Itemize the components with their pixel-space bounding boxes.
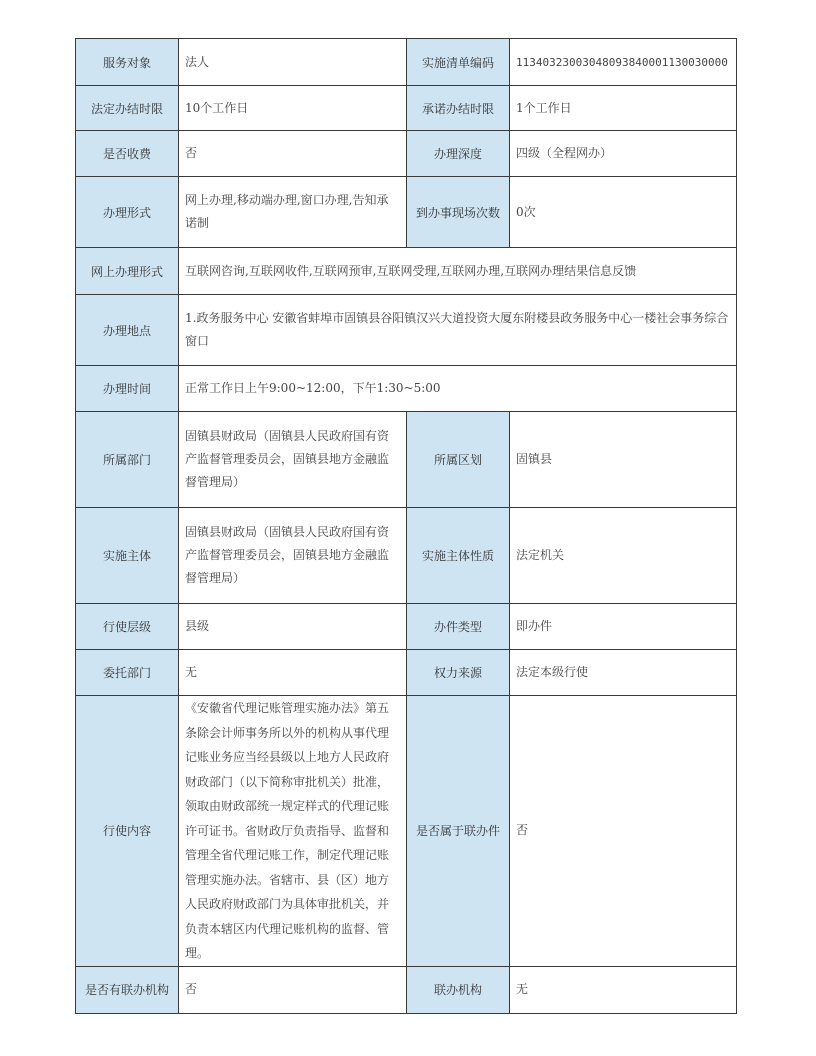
table-row bbox=[76, 696, 737, 967]
has-joint-org-value: 否 bbox=[179, 966, 407, 1013]
depth-label: 办理深度 bbox=[407, 131, 510, 177]
location-label: 办理地点 bbox=[76, 295, 179, 366]
joint-org-value: 无 bbox=[510, 966, 737, 1013]
table-row bbox=[76, 248, 737, 295]
subject-label: 实施主体 bbox=[76, 508, 179, 604]
charge-label: 是否收费 bbox=[76, 131, 179, 177]
subject-nature-label: 实施主体性质 bbox=[407, 508, 510, 604]
level-value: 县级 bbox=[179, 604, 407, 650]
table-row bbox=[76, 177, 737, 248]
table-row bbox=[76, 412, 737, 508]
level-label: 行使层级 bbox=[76, 604, 179, 650]
table-row bbox=[76, 131, 737, 177]
service-info-table bbox=[75, 38, 737, 1014]
department-label: 所属部门 bbox=[76, 412, 179, 508]
power-source-value: 法定本级行使 bbox=[510, 650, 737, 696]
visits-value: 0次 bbox=[510, 177, 737, 248]
table-row bbox=[76, 366, 737, 412]
joint-item-label: 是否属于联办件 bbox=[407, 696, 510, 967]
content-value: 《安徽省代理记账管理实施办法》第五条除会计师事务所以外的机构从事代理记账业务应当经县级以上地方人民政府财政部门（以下简称审批机关）批准，领取由财政部统一规定样式的代理记账许可证书。省财政厅负责指导、监督和管理全省代理记账工作，制定代理记账管理实施办法。省辖市、县（区）地方人民政府财政部门为具体审批机关，并负责本辖区内代理记账机构的监督、管理。 bbox=[179, 696, 407, 967]
legal-time-limit-label: 法定办结时限 bbox=[76, 86, 179, 131]
charge-value: 否 bbox=[179, 131, 407, 177]
online-form-label: 网上办理形式 bbox=[76, 248, 179, 295]
service-target-label: 服务对象 bbox=[76, 39, 179, 86]
table-row bbox=[76, 86, 737, 131]
table-row bbox=[76, 966, 737, 1013]
case-type-value: 即办件 bbox=[510, 604, 737, 650]
delegate-label: 委托部门 bbox=[76, 650, 179, 696]
case-type-label: 办件类型 bbox=[407, 604, 510, 650]
delegate-value: 无 bbox=[179, 650, 407, 696]
location-value: 1.政务服务中心 安徽省蚌埠市固镇县谷阳镇汉兴大道投资大厦东附楼县政务服务中心一楼社会事务综合窗口 bbox=[179, 295, 737, 366]
district-value: 固镇县 bbox=[510, 412, 737, 508]
online-form-value: 互联网咨询,互联网收件,互联网预审,互联网受理,互联网办理,互联网办理结果信息反馈 bbox=[179, 248, 737, 295]
subject-value: 固镇县财政局（固镇县人民政府国有资产监督管理委员会，固镇县地方金融监督管理局） bbox=[179, 508, 407, 604]
impl-code-value: 11340323003048093840001130030000 bbox=[510, 39, 737, 86]
subject-nature-value: 法定机关 bbox=[510, 508, 737, 604]
service-target-value: 法人 bbox=[179, 39, 407, 86]
form-value: 网上办理,移动端办理,窗口办理,告知承诺制 bbox=[179, 177, 407, 248]
power-source-label: 权力来源 bbox=[407, 650, 510, 696]
promised-time-limit-label: 承诺办结时限 bbox=[407, 86, 510, 131]
table-row bbox=[76, 508, 737, 604]
impl-code-label: 实施清单编码 bbox=[407, 39, 510, 86]
joint-item-value: 否 bbox=[510, 696, 737, 967]
content-label: 行使内容 bbox=[76, 696, 179, 967]
hours-value: 正常工作日上午9:00~12:00，下午1:30~5:00 bbox=[179, 366, 737, 412]
table-row bbox=[76, 650, 737, 696]
has-joint-org-label: 是否有联办机构 bbox=[76, 966, 179, 1013]
depth-value: 四级（全程网办） bbox=[510, 131, 737, 177]
table-row bbox=[76, 295, 737, 366]
table-row bbox=[76, 39, 737, 86]
legal-time-limit-value: 10个工作日 bbox=[179, 86, 407, 131]
hours-label: 办理时间 bbox=[76, 366, 179, 412]
visits-label: 到办事现场次数 bbox=[407, 177, 510, 248]
form-label: 办理形式 bbox=[76, 177, 179, 248]
department-value: 固镇县财政局（固镇县人民政府国有资产监督管理委员会，固镇县地方金融监督管理局） bbox=[179, 412, 407, 508]
promised-time-limit-value: 1个工作日 bbox=[510, 86, 737, 131]
district-label: 所属区划 bbox=[407, 412, 510, 508]
joint-org-label: 联办机构 bbox=[407, 966, 510, 1013]
table-row bbox=[76, 604, 737, 650]
